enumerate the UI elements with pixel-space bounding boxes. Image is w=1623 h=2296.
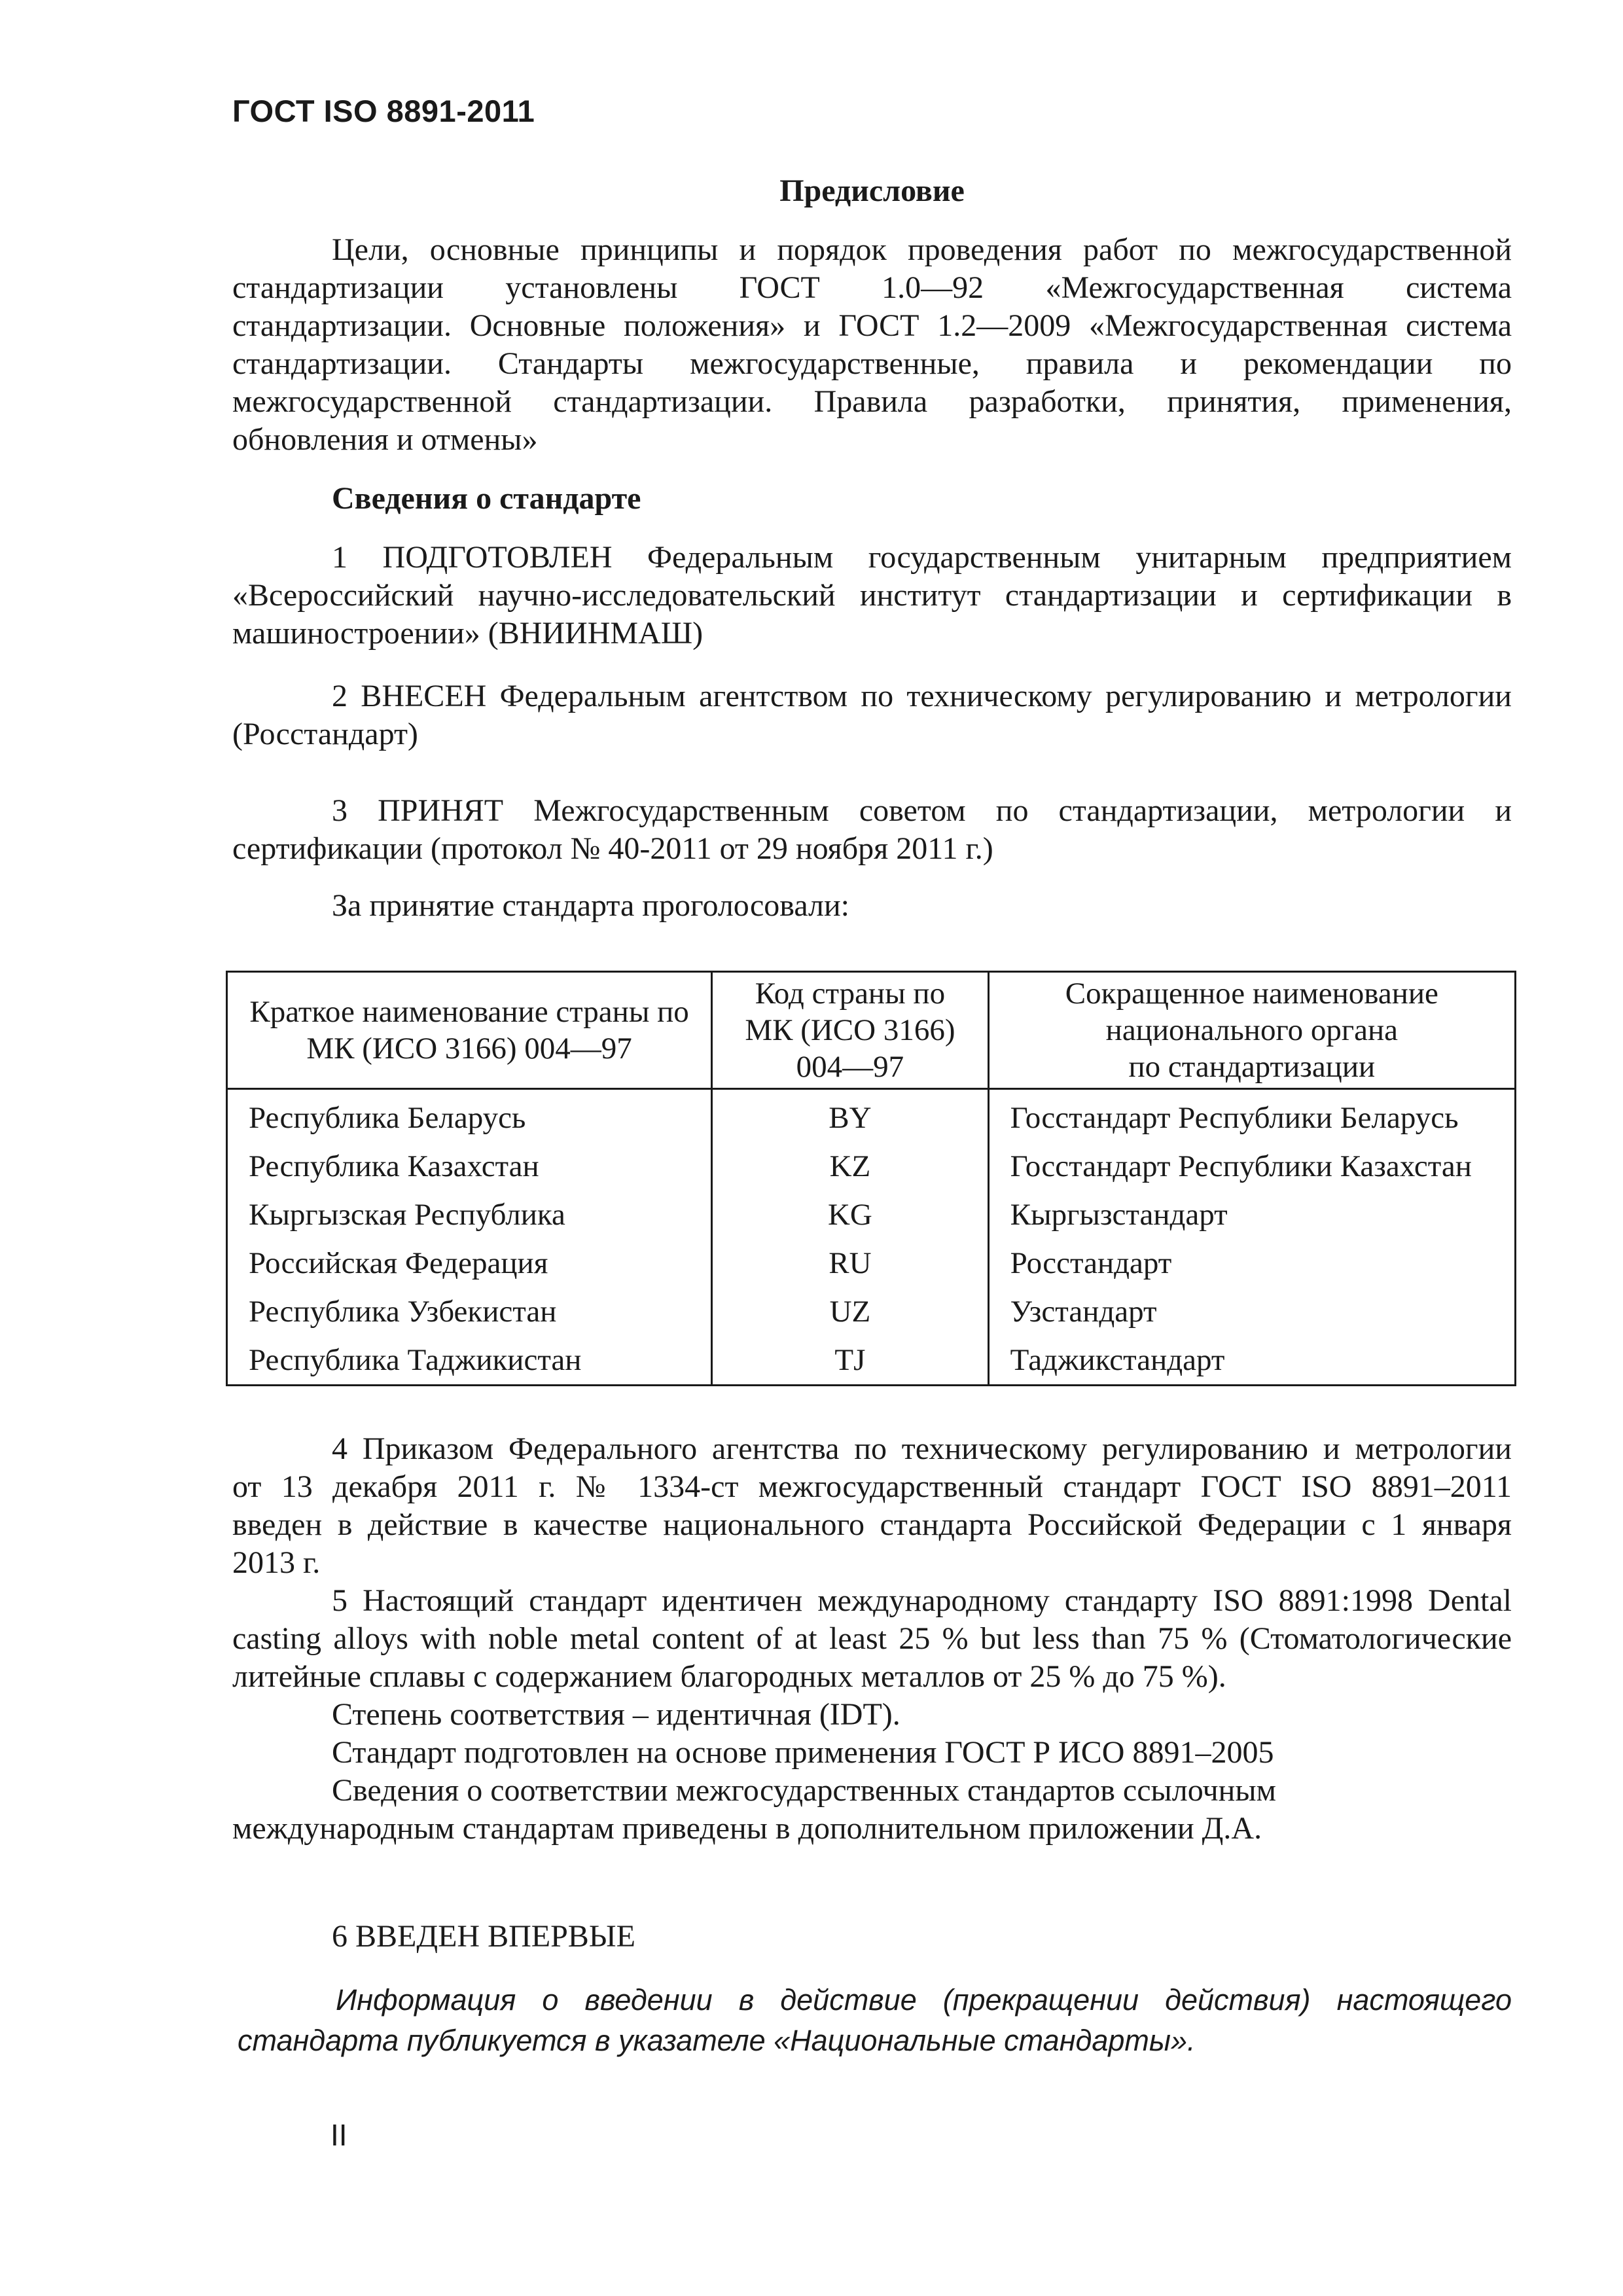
country-cell: Республика Беларусь (227, 1089, 712, 1143)
table-row (227, 1287, 1516, 1336)
body-cell: Росстандарт (988, 1239, 1515, 1287)
table-row (227, 1191, 1516, 1239)
reference-info-paragraph (232, 1772, 1512, 1848)
code-cell: TJ (712, 1336, 988, 1386)
item-4-line: 4 Приказом Федерального агентства по техническому регулированию и метрологии (332, 1431, 1512, 1466)
header-text: по стандартизации (1128, 1050, 1376, 1084)
code-cell: RU (712, 1239, 988, 1287)
item-4-paragraph (232, 1430, 1512, 1582)
note-line: стандарта публикуется в указателе «Национальные стандарты». (238, 2024, 1196, 2057)
table-row (227, 1336, 1516, 1386)
header-country-name (227, 972, 712, 1089)
item-3-line: сертификации (протокол № 40-2011 от 29 ноября 2011 г.) (232, 831, 993, 866)
conformity-degree: Степень соответствия – идентичная (IDT). (332, 1697, 901, 1732)
item-1-line: машиностроении» (ВНИИНМАШ) (232, 616, 704, 651)
page-number: II (330, 2118, 348, 2152)
item-4-line: введен в действие в качестве национального стандарта Российской Федерации с 1 января (232, 1507, 1512, 1542)
item-4-line: от 13 декабря 2011 г. № 1334-ст межгосударственный стандарт ГОСТ ISO 8891–2011 (232, 1469, 1512, 1504)
header-standards-body (988, 972, 1515, 1089)
code-cell: UZ (712, 1287, 988, 1336)
item-3-line: 3 ПРИНЯТ Межгосударственным советом по стандартизации, метрологии и (332, 793, 1512, 828)
item-5-line: casting alloys with noble metal content of at least 25 % but less than 75 % (Стоматологические (232, 1621, 1512, 1656)
voted-intro: За принятие стандарта проголосовали: (332, 888, 850, 923)
item-2-line: 2 ВНЕСЕН Федеральным агентством по техническому регулированию и метрологии (332, 679, 1512, 713)
reference-info-line: Сведения о соответствии межгосударственных стандартов ссылочным (332, 1773, 1276, 1808)
country-cell: Республика Узбекистан (227, 1287, 712, 1336)
document-header: ГОСТ ISO 8891-2011 (232, 94, 535, 128)
header-text: 004—97 (796, 1050, 904, 1084)
table-row (227, 1239, 1516, 1287)
item-3-paragraph (232, 792, 1512, 868)
item-2-line: (Росстандарт) (232, 717, 418, 751)
code-cell: KZ (712, 1142, 988, 1191)
body-cell: Узстандарт (988, 1287, 1515, 1336)
header-text: МК (ИСО 3166) (745, 1013, 955, 1047)
code-cell: BY (712, 1089, 988, 1143)
item-4-line: 2013 г. (232, 1545, 321, 1580)
item-6: 6 ВВЕДЕН ВПЕРВЫЕ (332, 1919, 635, 1954)
code-cell: KG (712, 1191, 988, 1239)
foreword-line: Цели, основные принципы и порядок проведения работ по межгосударственной (332, 232, 1512, 267)
foreword-paragraph (232, 231, 1512, 459)
prepared-basis: Стандарт подготовлен на основе применения ГОСТ Р ИСО 8891–2005 (332, 1735, 1274, 1770)
body-cell: Госстандарт Республики Казахстан (988, 1142, 1515, 1191)
header-text: национального органа (1105, 1013, 1398, 1047)
item-5-line: литейные сплавы с содержанием благородных металлов от 25 % до 75 %). (232, 1659, 1226, 1694)
item-1-line: 1 ПОДГОТОВЛЕН Федеральным государственным унитарным предприятием (332, 540, 1512, 575)
item-5-paragraph (232, 1582, 1512, 1696)
standard-info-title: Сведения о стандарте (332, 481, 641, 516)
header-text: Краткое наименование страны по (249, 995, 689, 1029)
table-header-row (227, 972, 1516, 1089)
country-cell: Республика Казахстан (227, 1142, 712, 1191)
foreword-line: обновления и отмены» (232, 422, 538, 457)
item-1-paragraph (232, 539, 1512, 653)
publication-note (232, 1980, 1512, 2061)
foreword-title: Предисловие (779, 173, 965, 208)
body-cell: Кыргызстандарт (988, 1191, 1515, 1239)
country-cell: Кыргызская Республика (227, 1191, 712, 1239)
country-cell: Российская Федерация (227, 1239, 712, 1287)
item-1-line: «Всероссийский научно-исследовательский институт стандартизации и сертификации в (232, 578, 1512, 613)
reference-info-line: международным стандартам приведены в дополнительном приложении Д.А. (232, 1811, 1262, 1846)
country-cell: Республика Таджикистан (227, 1336, 712, 1386)
voting-countries-table (226, 971, 1516, 1386)
table-row (227, 1142, 1516, 1191)
header-text: МК (ИСО 3166) 004—97 (306, 1031, 632, 1066)
foreword-line: стандартизации. Стандарты межгосударственные, правила и рекомендации по (232, 346, 1512, 381)
header-country-code (712, 972, 988, 1089)
header-text: Сокращенное наименование (1065, 977, 1438, 1011)
table-row (227, 1089, 1516, 1143)
foreword-line: стандартизации. Основные положения» и ГОСТ 1.2—2009 «Межгосударственная система (232, 308, 1512, 343)
header-text: Код страны по (755, 977, 946, 1011)
note-line: Информация о введении в действие (прекращении действия) настоящего (336, 1983, 1512, 2017)
item-5-line: 5 Настоящий стандарт идентичен международному стандарту ISO 8891:1998 Dental (332, 1583, 1512, 1618)
body-cell: Госстандарт Республики Беларусь (988, 1089, 1515, 1143)
body-cell: Таджикстандарт (988, 1336, 1515, 1386)
item-2-paragraph (232, 677, 1512, 753)
foreword-line: стандартизации установлены ГОСТ 1.0—92 «Межгосударственная система (232, 270, 1512, 305)
foreword-line: межгосударственной стандартизации. Правила разработки, принятия, применения, (232, 384, 1512, 419)
